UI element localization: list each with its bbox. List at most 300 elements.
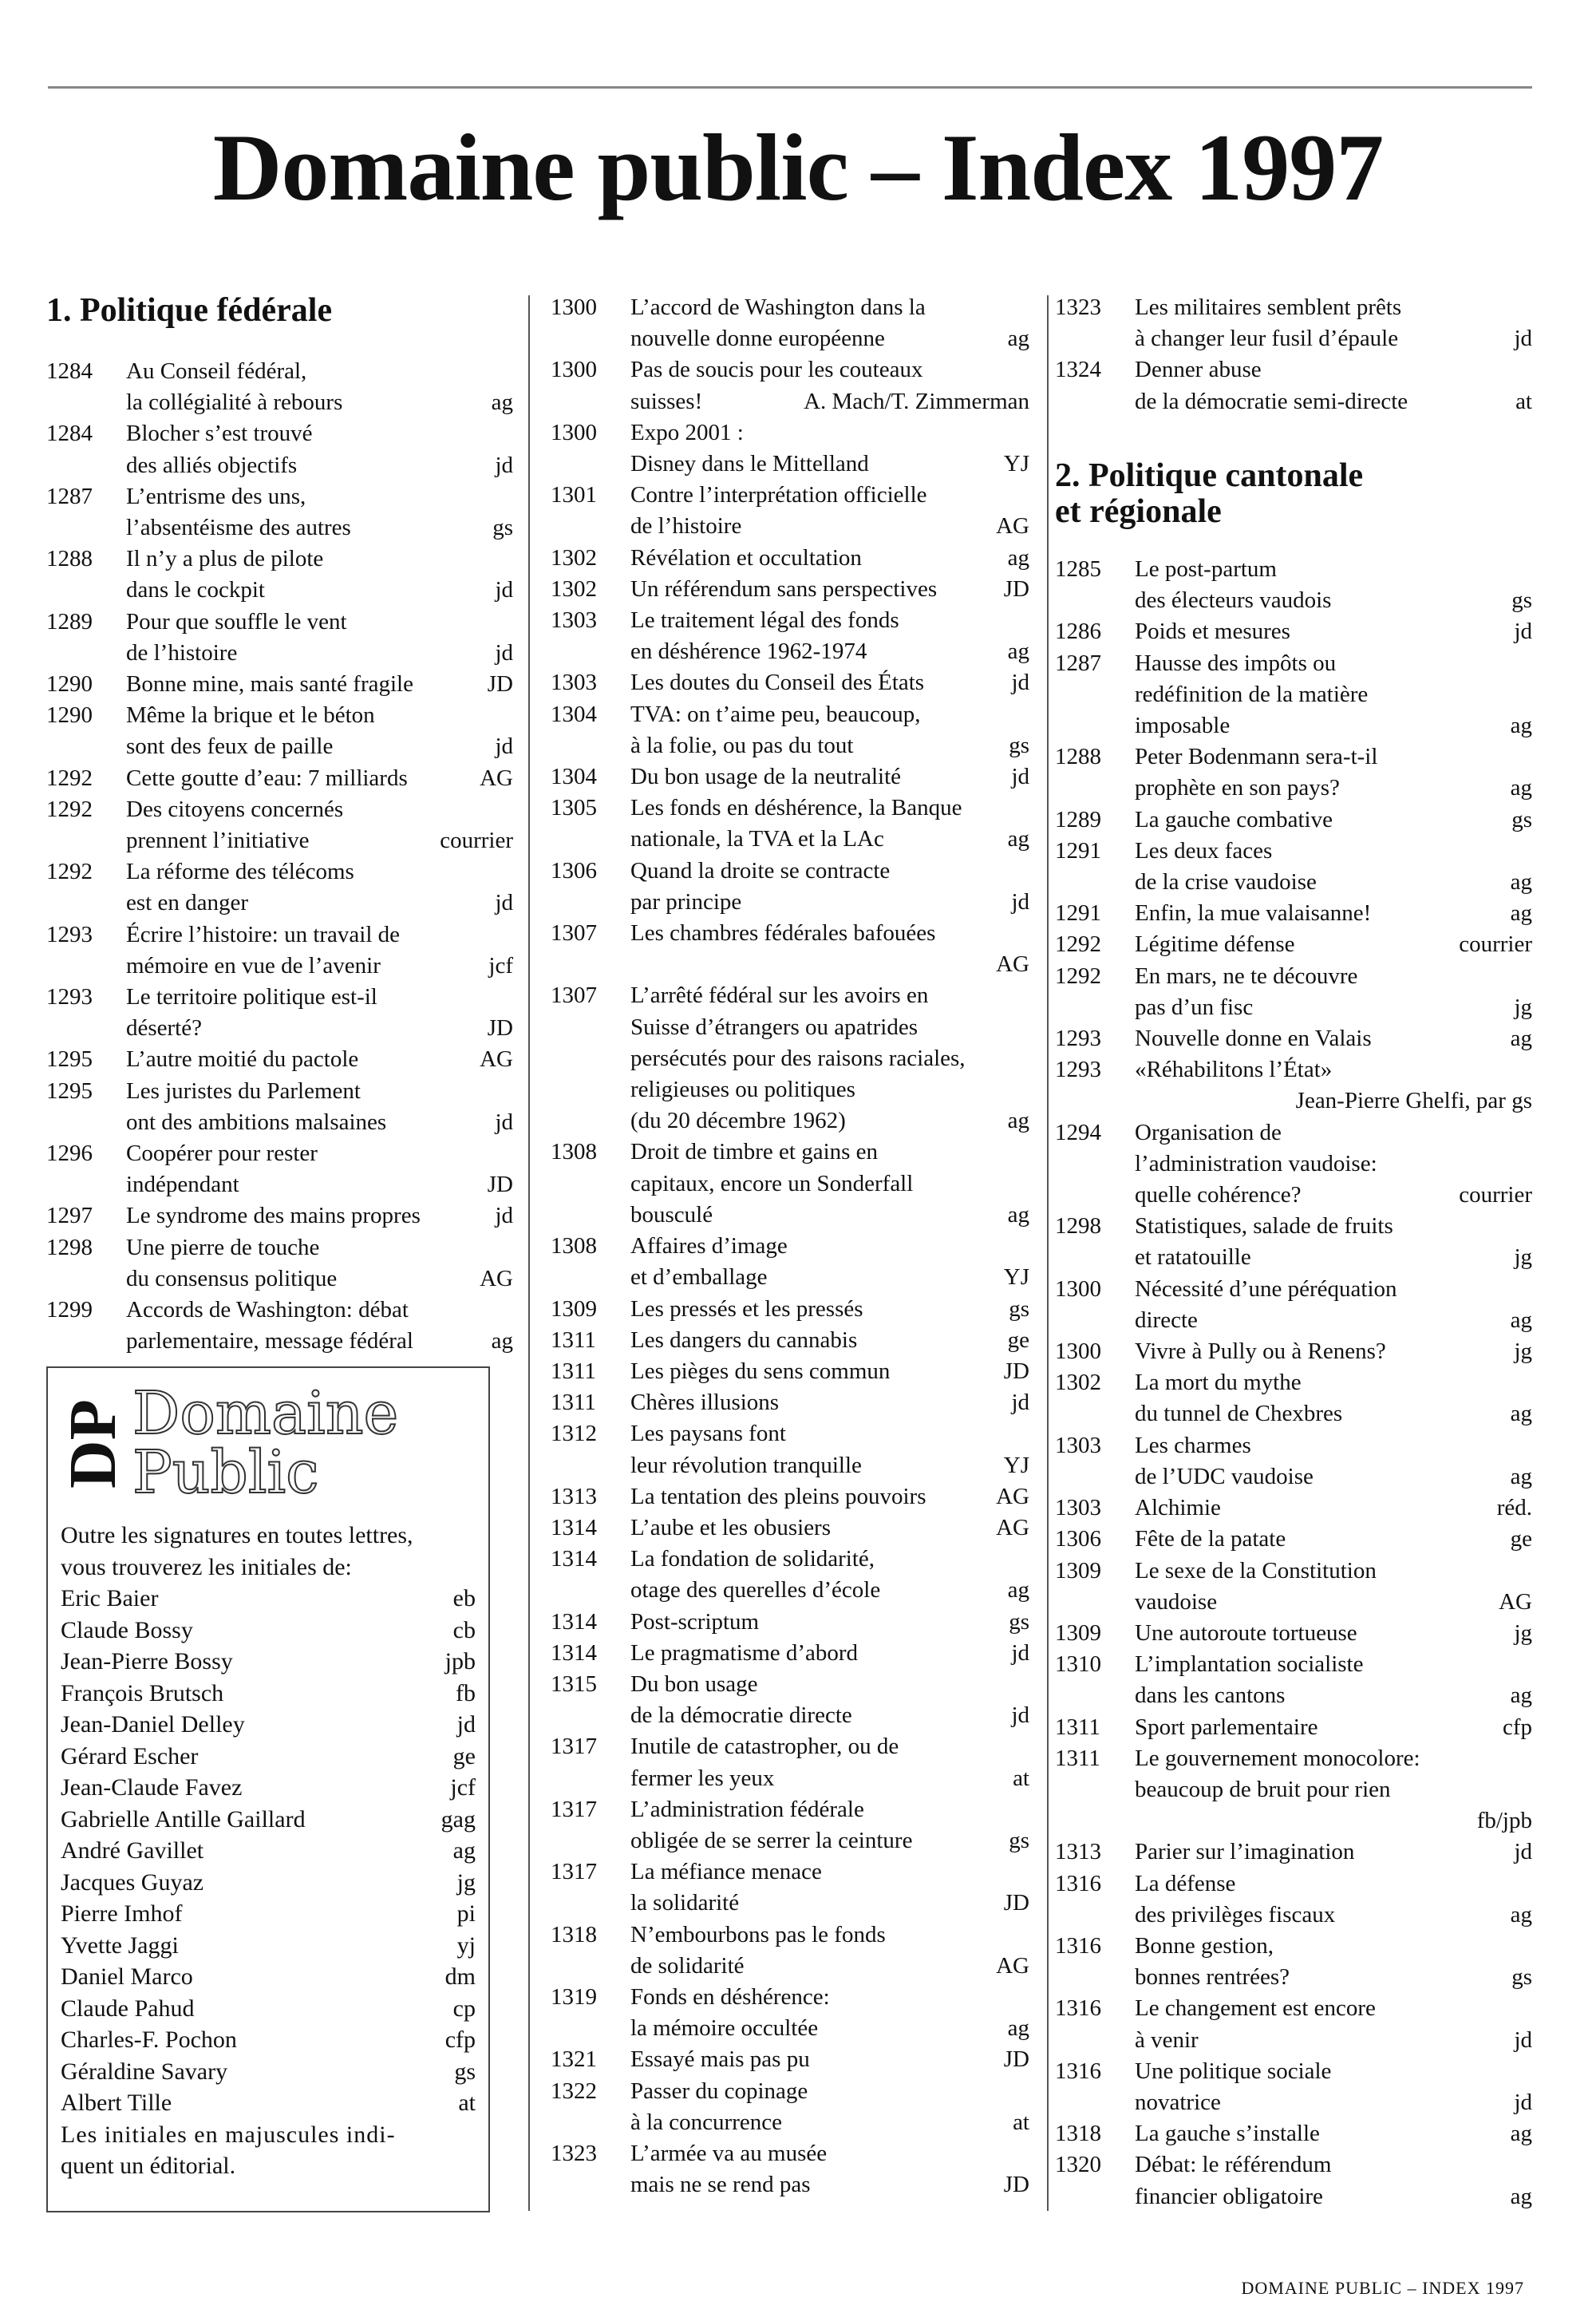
index-entry <box>46 1107 513 1138</box>
issue-number: 1324 <box>1055 357 1101 383</box>
entry-title: de l’histoire <box>630 513 742 540</box>
author-initials <box>507 919 513 951</box>
entry-title: l’administration vaudoise: <box>1135 1150 1377 1176</box>
author-initials: courrier <box>1459 931 1532 958</box>
index-entry <box>551 1105 1029 1137</box>
section-title-federal: 1. Politique fédérale <box>46 292 333 329</box>
issue-number: 1293 <box>46 984 93 1010</box>
author-initials <box>1526 1274 1532 1305</box>
entry-title: religieuses ou politiques <box>630 1077 855 1103</box>
author-initials <box>1526 1430 1532 1461</box>
index-entry <box>551 1231 1029 1262</box>
index-entry <box>551 1575 1029 1606</box>
signatures <box>61 1583 476 2119</box>
index-entry <box>1055 648 1532 679</box>
index-entry <box>1055 292 1532 323</box>
entry-title: Chères illusions <box>630 1390 780 1416</box>
issue-number: 1308 <box>551 1233 597 1259</box>
entry-title: mémoire en vue de l’avenir <box>126 952 381 979</box>
entry-title: Les pièges du sens commun <box>630 1358 891 1384</box>
signature-initials: jg <box>456 1868 476 1896</box>
author-initials: AG <box>1499 1588 1532 1615</box>
entry-title: Les juristes du Parlement <box>126 1077 361 1104</box>
entry-title: Les doutes du Conseil des États <box>630 670 925 696</box>
author-initials: ag <box>1510 1401 1532 1427</box>
issue-number: 1299 <box>46 1297 93 1323</box>
issue-number: 1293 <box>1055 1057 1101 1083</box>
author-initials: jd <box>495 733 513 760</box>
issue-number: 1293 <box>1055 1026 1101 1052</box>
author-initials: ag <box>1007 1201 1029 1228</box>
entry-title: Blocher s’est trouvé <box>126 421 313 447</box>
issue-number <box>1055 867 1135 898</box>
entry-title: Il n’y a plus de pilote <box>126 546 324 572</box>
author-initials <box>1023 2138 1029 2169</box>
dp-logo <box>56 1379 448 1512</box>
author-initials <box>1023 1856 1029 1888</box>
issue-number <box>551 636 630 667</box>
index-entry <box>551 386 1029 417</box>
author-initials <box>1526 1367 1532 1398</box>
entry-title: Pas de soucis pour les couteaux <box>630 357 923 383</box>
index-entry <box>551 2169 1029 2200</box>
index-entry <box>551 1325 1029 1356</box>
author-initials: réd. <box>1496 1495 1532 1521</box>
entry-title: En mars, ne te découvre <box>1135 963 1358 989</box>
entry-title: La gauche combative <box>1135 806 1333 832</box>
author-initials: JD <box>1003 1358 1029 1384</box>
entry-title: par principe <box>630 888 742 915</box>
index-entry <box>1055 585 1532 616</box>
issue-number: 1291 <box>1055 900 1101 927</box>
signature-name: Daniel Marco <box>61 1963 193 1990</box>
author-initials: jd <box>495 577 513 603</box>
issue-number: 1290 <box>46 671 93 698</box>
signature-name: Jacques Guyaz <box>61 1868 204 1896</box>
author-initials <box>1526 1743 1532 1774</box>
author-initials: jg <box>1514 994 1532 1020</box>
issue-number: 1313 <box>1055 1839 1101 1865</box>
issue-number <box>1055 1242 1135 1273</box>
author-initials <box>1526 1931 1532 1962</box>
index-entry <box>1055 2149 1532 2181</box>
entry-title: La mort du mythe <box>1135 1370 1302 1396</box>
issue-number: 1315 <box>551 1671 597 1697</box>
index-entry <box>551 1200 1029 1231</box>
author-initials <box>1526 1868 1532 1900</box>
index-entry <box>551 1731 1029 1762</box>
author-initials: jd <box>495 639 513 666</box>
index-entry <box>46 418 513 449</box>
author-initials <box>1526 1649 1532 1680</box>
entry-title: Fonds en déshérence: <box>630 1983 830 2010</box>
issue-number <box>551 1825 630 1856</box>
index-entry <box>1055 805 1532 836</box>
signature-row <box>61 1772 476 1804</box>
index-entry <box>1055 1461 1532 1493</box>
author-initials: gs <box>1009 1295 1029 1322</box>
entry-title: La défense <box>1135 1870 1236 1896</box>
issue-number: 1307 <box>551 920 597 947</box>
author-initials: gs <box>1511 806 1532 832</box>
author-initials: ge <box>1007 1327 1029 1353</box>
issue-number: 1286 <box>1055 619 1101 645</box>
author-initials: YJ <box>1003 451 1029 477</box>
signature-initials: cp <box>452 1995 476 2022</box>
author-initials: jd <box>1514 326 1532 352</box>
issue-number: 1312 <box>551 1421 597 1447</box>
entry-title: des privilèges fiscaux <box>1135 1901 1336 1928</box>
author-initials: jg <box>1514 1619 1532 1646</box>
entry-title: leur révolution tranquille <box>630 1452 862 1478</box>
entry-title: Quand la droite se contracte <box>630 857 891 884</box>
author-initials: at <box>1515 388 1532 414</box>
author-initials <box>1023 980 1029 1011</box>
author-initials: courrier <box>440 828 513 854</box>
entry-title: vaudoise <box>1135 1588 1218 1615</box>
entry-title: N’embourbons pas le fonds <box>630 1921 886 1947</box>
entry-title: Le traitement légal des fonds <box>630 607 899 634</box>
entry-title: Les dangers du cannabis <box>630 1327 858 1353</box>
entry-title: obligée de se serrer la ceinture <box>630 1827 913 1853</box>
index-entry <box>46 888 513 919</box>
index-entry <box>551 292 1029 323</box>
issue-number: 1300 <box>551 295 597 320</box>
entry-title: et ratatouille <box>1135 1244 1251 1271</box>
index-entry <box>46 1044 513 1075</box>
issue-number <box>1055 1149 1135 1180</box>
index-entry <box>551 2138 1029 2169</box>
index-entry <box>46 951 513 982</box>
author-initials: ag <box>1510 1307 1532 1333</box>
index-entry <box>46 763 513 794</box>
issue-number: 1292 <box>46 765 93 791</box>
author-initials <box>1526 836 1532 867</box>
entry-title: suisses! <box>630 388 703 414</box>
signature-name: Jean-Pierre Bossy <box>61 1648 233 1675</box>
index-entry <box>1055 1493 1532 1524</box>
entry-title: Suisse d’étrangers ou apatrides <box>630 1014 918 1040</box>
author-initials: gs <box>492 515 513 541</box>
index-entry <box>551 1856 1029 1888</box>
entry-title: Les pressés et les pressés <box>630 1295 863 1322</box>
entry-title: financier obligatoire <box>1135 2183 1323 2209</box>
entry-title: La méfiance menace <box>630 1859 822 1885</box>
signature-name: Eric Baier <box>61 1585 159 1611</box>
issue-number: 1285 <box>1055 556 1101 582</box>
index-entry <box>1055 386 1532 417</box>
index-entry <box>551 1607 1029 1638</box>
signature-row <box>61 2087 476 2119</box>
page-footer: DOMAINE PUBLIC – INDEX 1997 <box>1241 2278 1524 2298</box>
author-initials <box>1023 480 1029 511</box>
author-initials: ag <box>1510 713 1532 739</box>
signature-initials: jpb <box>444 1648 476 1675</box>
issue-number <box>551 323 630 354</box>
issue-number: 1292 <box>1055 931 1101 958</box>
author-initials: Jean-Pierre Ghelfi, par gs <box>1295 1088 1532 1114</box>
issue-number <box>46 1169 126 1200</box>
index-entry <box>1055 354 1532 386</box>
entry-title: Nécessité d’une péréquation <box>1135 1275 1397 1302</box>
entry-title: de la crise vaudoise <box>1135 869 1317 896</box>
issue-number <box>551 1105 630 1137</box>
entry-title: de l’histoire <box>126 639 238 666</box>
entry-title: Parier sur l’imagination <box>1135 1839 1355 1865</box>
issue-number <box>46 638 126 669</box>
issue-number: 1288 <box>46 546 93 572</box>
issue-number: 1300 <box>551 357 597 383</box>
issue-number: 1314 <box>551 1546 597 1572</box>
index-entry <box>551 543 1029 574</box>
section-title-line1: 2. Politique cantonale <box>1055 457 1364 494</box>
issue-number <box>551 1763 630 1794</box>
entry-title: L’arrêté fédéral sur les avoirs en <box>630 983 929 1009</box>
entry-title: des alliés objectifs <box>126 452 298 478</box>
author-initials: jd <box>1514 2089 1532 2115</box>
index-entry <box>46 512 513 544</box>
author-initials <box>1526 354 1532 386</box>
issue-number <box>46 951 126 982</box>
signature-row <box>61 1583 476 1615</box>
author-initials <box>1526 1211 1532 1242</box>
index-entry <box>551 1638 1029 1669</box>
author-initials: jd <box>1514 1839 1532 1865</box>
entry-title: de l’UDC vaudoise <box>1135 1463 1314 1489</box>
column-divider-2 <box>1047 295 1049 2211</box>
index-entry <box>46 669 513 700</box>
author-initials <box>507 1295 513 1326</box>
index-entry <box>1055 1117 1532 1149</box>
entry-title: La fondation de solidarité, <box>630 1546 875 1572</box>
author-initials: JD <box>1003 2046 1029 2073</box>
entry-title: Essayé mais pas pu <box>630 2046 810 2073</box>
issue-number <box>1055 2025 1135 2056</box>
entry-title: du tunnel de Chexbres <box>1135 1401 1343 1427</box>
index-entry <box>1055 1743 1532 1774</box>
index-entry <box>1055 867 1532 898</box>
index-entry <box>1055 1180 1532 1211</box>
author-initials: gs <box>1009 732 1029 758</box>
entry-title: L’implantation socialiste <box>1135 1651 1364 1678</box>
issue-number <box>1055 1180 1135 1211</box>
author-initials <box>1023 856 1029 887</box>
issue-number: 1311 <box>551 1390 596 1416</box>
signature-initials: dm <box>444 1963 476 1990</box>
entry-title: L’armée va au musée <box>630 2140 828 2166</box>
entry-title: Sport parlementaire <box>1135 1714 1318 1740</box>
issue-number: 1314 <box>551 1639 597 1666</box>
entry-title: Contre l’interprétation officielle <box>630 482 927 508</box>
entry-title: Fête de la patate <box>1135 1526 1286 1552</box>
index-entry <box>551 2013 1029 2044</box>
author-initials: ag <box>1510 1463 1532 1489</box>
signature-name: Claude Bossy <box>61 1616 193 1643</box>
issue-number <box>46 512 126 544</box>
index-entry <box>551 1825 1029 1856</box>
index-entry <box>46 794 513 825</box>
issue-number <box>46 575 126 606</box>
index-entry <box>551 730 1029 761</box>
entry-title: «Réhabilitons l’État» <box>1135 1057 1333 1083</box>
issue-number <box>46 1263 126 1295</box>
index-entry <box>551 1700 1029 1731</box>
entry-title: dans les cantons <box>1135 1682 1286 1709</box>
author-initials <box>1023 1982 1029 2013</box>
issue-number <box>46 1013 126 1044</box>
entry-title: Expo 2001 : <box>630 419 744 445</box>
signature-name: Gabrielle Antille Gaillard <box>61 1805 306 1833</box>
entry-title: Une pierre de touche <box>126 1234 320 1260</box>
issue-number: 1303 <box>551 670 597 696</box>
index-entry <box>46 1169 513 1200</box>
index-entry <box>551 323 1029 354</box>
issue-number: 1317 <box>551 1859 597 1885</box>
author-initials <box>507 856 513 888</box>
index-entry <box>1055 1993 1532 2024</box>
signature-box <box>46 1366 490 2212</box>
issue-number: 1311 <box>551 1327 596 1353</box>
author-initials <box>1023 1137 1029 1168</box>
issue-number: 1306 <box>1055 1526 1101 1552</box>
entry-title: Légitime défense <box>1135 931 1295 958</box>
issue-number: 1295 <box>46 1077 93 1104</box>
author-initials: A. Mach/T. Zimmerman <box>804 388 1029 414</box>
index-entry <box>1055 773 1532 804</box>
entry-title: L’autre moitié du pactole <box>126 1046 359 1073</box>
author-initials: jd <box>1011 1639 1029 1666</box>
entry-title: Les paysans font <box>630 1421 786 1447</box>
author-initials: jcf <box>488 952 513 979</box>
entry-title: quelle cohérence? <box>1135 1182 1302 1208</box>
author-initials <box>507 356 513 387</box>
signature-initials: yj <box>456 1932 476 1959</box>
issue-number <box>1055 1680 1135 1711</box>
entry-title: à la folie, ou pas du tout <box>630 732 854 758</box>
author-initials <box>1023 2076 1029 2107</box>
entry-title: Au Conseil fédéral, <box>126 358 307 384</box>
index-entry <box>551 1982 1029 2013</box>
signature-name: Yvette Jaggi <box>61 1932 179 1959</box>
column-cantonal <box>1055 554 1532 2212</box>
issue-number: 1302 <box>551 544 597 571</box>
author-initials: AG <box>480 765 513 791</box>
author-initials: courrier <box>1459 1182 1532 1208</box>
index-entry <box>1055 992 1532 1023</box>
author-initials <box>507 607 513 638</box>
signature-initials: pi <box>456 1900 476 1927</box>
index-entry <box>551 761 1029 793</box>
author-initials <box>1526 648 1532 679</box>
entry-title: Hausse des impôts ou <box>1135 650 1337 676</box>
index-entry <box>1055 1367 1532 1398</box>
author-initials: ge <box>1510 1526 1532 1552</box>
issue-number: 1314 <box>551 1514 597 1540</box>
author-initials: fb/jpb <box>1476 1808 1532 1834</box>
author-initials: YJ <box>1003 1452 1029 1478</box>
issue-number: 1318 <box>551 1921 597 1947</box>
author-initials <box>1023 1043 1029 1074</box>
issue-number <box>551 449 630 480</box>
author-initials: ag <box>1510 2183 1532 2209</box>
index-entry <box>551 887 1029 918</box>
index-entry <box>1055 2087 1532 2118</box>
index-entry <box>551 1951 1029 1982</box>
author-initials <box>507 481 513 512</box>
author-initials <box>1023 699 1029 730</box>
entry-title: L’administration fédérale <box>630 1796 864 1822</box>
entry-title: nouvelle donne européenne <box>630 326 885 352</box>
issue-number: 1295 <box>46 1046 93 1073</box>
author-initials <box>1526 1556 1532 1587</box>
index-entry <box>46 575 513 606</box>
index-entry <box>46 387 513 418</box>
issue-number: 1316 <box>1055 1995 1101 2022</box>
issue-number: 1323 <box>551 2140 597 2166</box>
author-initials: jd <box>1011 1702 1029 1729</box>
author-initials <box>507 1076 513 1107</box>
entry-title: l’absentéisme des autres <box>126 515 351 541</box>
entry-title: Les deux faces <box>1135 837 1273 864</box>
issue-number: 1310 <box>1055 1651 1101 1678</box>
entry-title: redéfinition de la matière <box>1135 681 1369 707</box>
index-entry <box>1055 1774 1532 1805</box>
entry-title: prophète en son pays? <box>1135 775 1340 801</box>
issue-number: 1322 <box>551 2078 597 2104</box>
author-initials: ag <box>1510 2121 1532 2147</box>
issue-number: 1308 <box>551 1139 597 1165</box>
issue-number: 1300 <box>551 419 597 445</box>
section-title-line2: et régionale <box>1055 493 1222 530</box>
issue-number: 1304 <box>551 764 597 790</box>
issue-number <box>1055 1805 1135 1837</box>
index-entry <box>551 1168 1029 1200</box>
issue-number <box>551 887 630 918</box>
entry-title: novatrice <box>1135 2089 1221 2115</box>
author-initials <box>1526 292 1532 323</box>
index-entry <box>1055 1649 1532 1680</box>
index-entry <box>551 1074 1029 1105</box>
issue-number <box>551 730 630 761</box>
issue-number: 1302 <box>1055 1370 1101 1396</box>
index-entry <box>1055 1587 1532 1618</box>
issue-number <box>551 1951 630 1982</box>
entry-title: ont des ambitions malsaines <box>126 1109 387 1135</box>
author-initials: AG <box>996 1514 1029 1540</box>
author-initials <box>507 700 513 731</box>
author-initials <box>1023 1231 1029 1262</box>
entry-title: Accords de Washington: débat <box>126 1297 409 1323</box>
entry-title: Post-scriptum <box>630 1608 760 1635</box>
issue-number <box>46 731 126 762</box>
index-entry <box>1055 554 1532 585</box>
entry-title: dans le cockpit <box>126 577 265 603</box>
entry-title: L’aube et les obusiers <box>630 1514 832 1540</box>
author-initials <box>1023 918 1029 949</box>
index-entry <box>551 1262 1029 1293</box>
index-entry <box>46 638 513 669</box>
issue-number: 1293 <box>46 921 93 947</box>
author-initials: jd <box>1011 670 1029 696</box>
author-initials: ag <box>1007 544 1029 571</box>
signature-initials: ag <box>452 1837 476 1864</box>
signature-name: Pierre Imhof <box>61 1900 183 1927</box>
index-entry <box>1055 1430 1532 1461</box>
entry-title: mais ne se rend pas <box>630 2172 811 2198</box>
author-initials <box>1023 417 1029 449</box>
author-initials: ag <box>1510 1901 1532 1928</box>
index-entry <box>1055 1398 1532 1429</box>
